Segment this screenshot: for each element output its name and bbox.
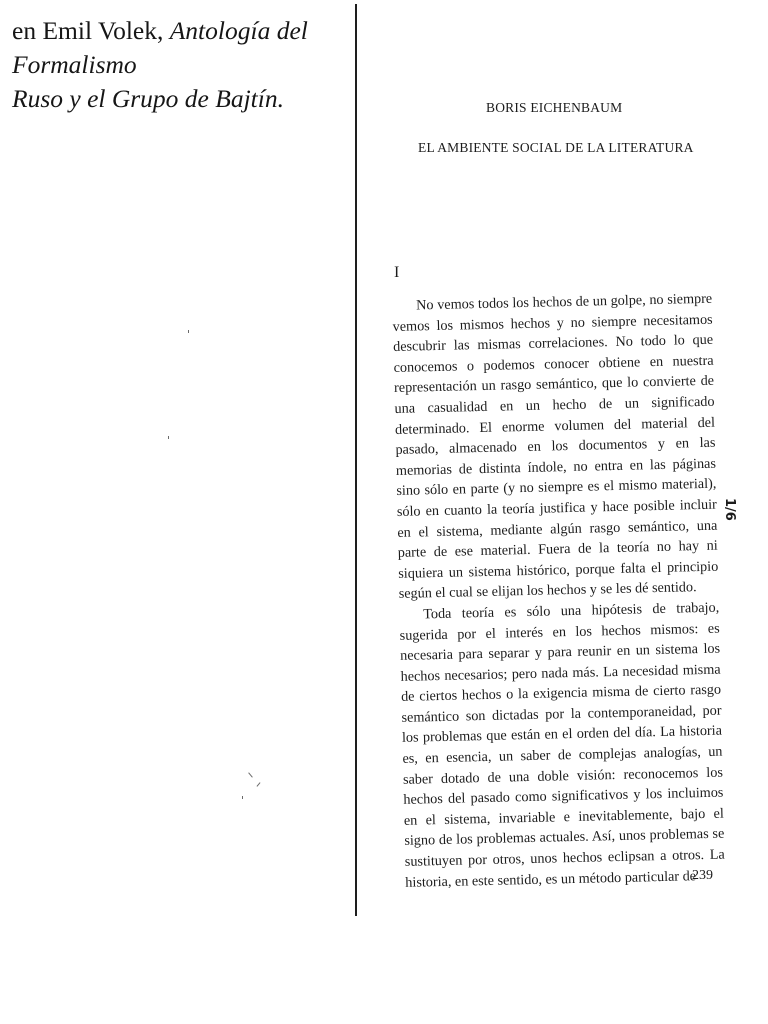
citation-book-title-line1: Antología del Formalismo	[12, 16, 308, 79]
binding-edge-line	[355, 4, 357, 916]
essay-title: EL AMBIENTE SOCIAL DE LA LITERATURA	[418, 140, 694, 155]
page-counter: 1/6	[722, 498, 737, 521]
body-text	[392, 289, 725, 893]
source-citation	[12, 14, 342, 116]
citation-book-title-line2: Ruso y el Grupo de Bajtín.	[12, 84, 284, 113]
paragraph: Toda teoría es sólo una hipótesis de trabajo, sugerida por el interés en los hechos mismos: es necesaria para separar y para reunir en un sistema los hechos necesarios; pero nada más. La necesidad misma de ciertos hechos o la exigencia misma de cierto rasgo semántico son dictadas por la contemporaneidad, por los problemas que están en el orden del día. La historia es, en esencia, un saber de complejas analogías, un saber dotado de una doble visión: reconocemos los hechos del pasado como significativos y los incluimos en el sistema, invariable e inevitablemente, bajo el signo de los problemas actuales. Así, unos problemas se sustituyen por otros, unos hechos eclipsan a otros. La historia, en este sentido, es un método particular de	[399, 599, 725, 891]
citation-prefix: en Emil Volek,	[12, 16, 170, 45]
author-name: BORIS EICHENBAUM	[486, 100, 623, 115]
paragraph: No vemos todos los hechos de un golpe, no siempre vemos los mismos hechos y no siempre necesitamos descubrir las mismas correlaciones. No todo lo que conocemos o podemos conocer obtiene en nuestra representación un rasgo semántico, que lo convierte de una casualidad en un hecho de un significado determinado. El enorme volumen del material del pasado, almacenado en los documentos y en las memorias de distinta índole, no entra en las páginas sino sólo en parte (y no siempre es el mismo material), sólo en cuanto la teoría justifica y hace posible incluir en el sistema, mediante algún rasgo semántico, una parte de ese material. Fuera de la teoría no hay ni siquiera un sistema histórico, porque falta el principio según el cual se elijan los hechos y se les dé sentido.	[392, 290, 719, 603]
section-number: I	[394, 264, 400, 281]
page-number: 239	[692, 868, 713, 883]
